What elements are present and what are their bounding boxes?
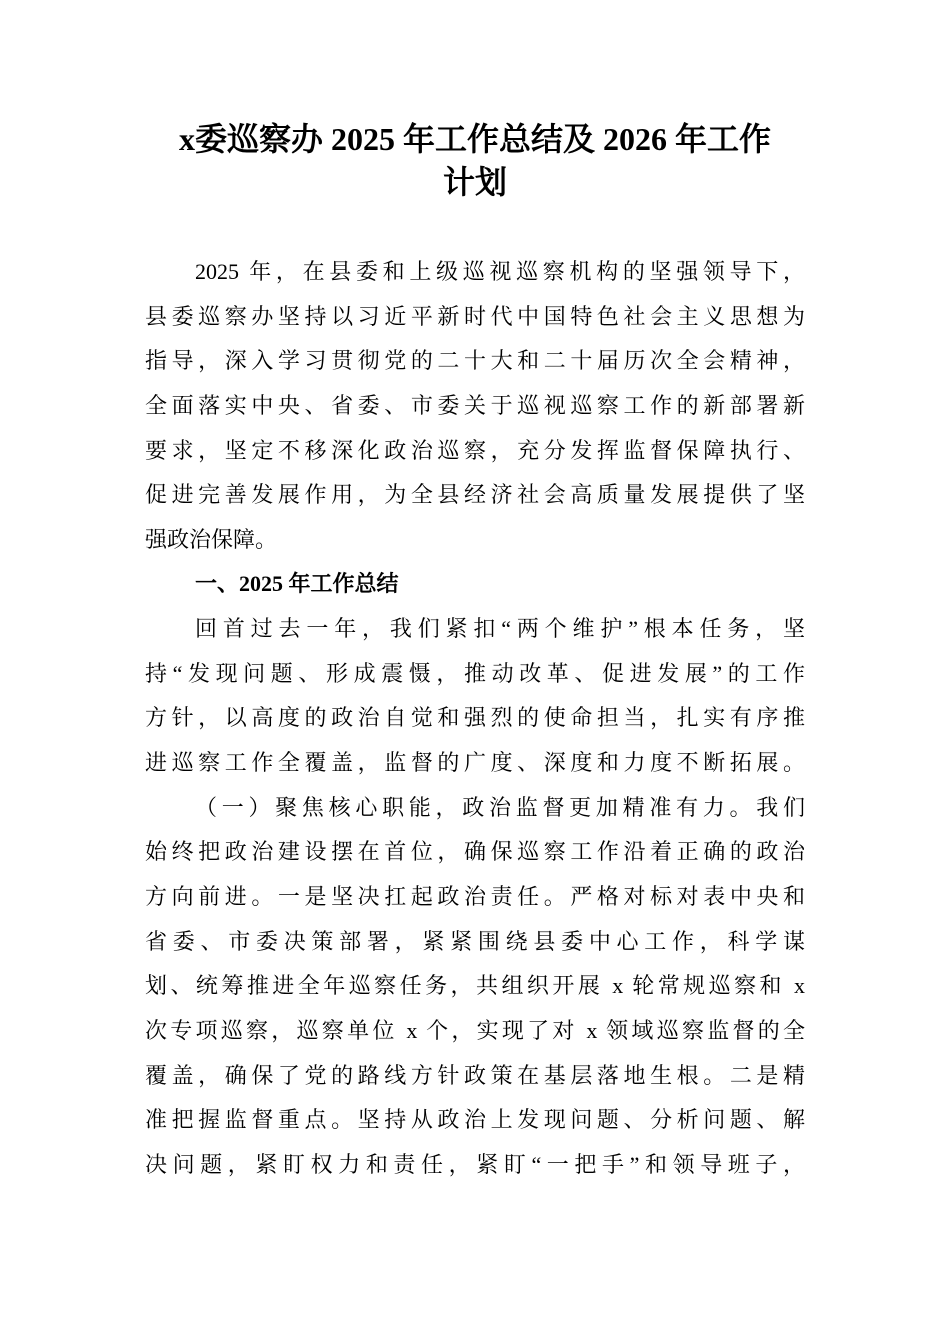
- document-title: [120, 118, 830, 204]
- title-line: x委巡察办 2025 年工作总结及 2026 年工作: [178, 121, 771, 157]
- text-line: 县委巡察办坚持以习近平新时代中国特色社会主义思想为: [145, 303, 805, 329]
- paragraph-review: [145, 607, 805, 786]
- section-heading: 一、2025 年工作总结: [195, 571, 399, 597]
- text-line: 方针，以高度的政治自觉和强烈的使命担当，扎实有序推: [145, 705, 805, 731]
- text-line: 强政治保障。: [145, 526, 278, 552]
- text-line: 2025 年，在县委和上级巡视巡察机构的坚强领导下，: [195, 259, 805, 284]
- text-line: 要求，坚定不移深化政治巡察，充分发挥监督保障执行、: [145, 437, 805, 463]
- title-line: 计划: [442, 164, 507, 200]
- text-line: 决问题，紧盯权力和责任，紧盯“一把手”和领导班子，: [145, 1151, 805, 1177]
- text-line: 进巡察工作全覆盖，监督的广度、深度和力度不断拓展。: [145, 750, 805, 776]
- paragraph-subsection-1: [145, 786, 805, 1188]
- text-line: 持“发现问题、形成震慑，推动改革、促进发展”的工作: [145, 660, 805, 686]
- paragraph-intro: [145, 250, 805, 562]
- document-body: [145, 250, 805, 1187]
- text-line: 划、统筹推进全年巡察任务，共组织开展 x 轮常规巡察和 x: [145, 973, 805, 999]
- text-line: 始终把政治建设摆在首位，确保巡察工作沿着正确的政治: [145, 839, 805, 865]
- text-line: 次专项巡察，巡察单位 x 个，实现了对 x 领域巡察监督的全: [145, 1017, 805, 1043]
- text-line: 方向前进。一是坚决扛起政治责任。严格对标对表中央和: [145, 883, 805, 909]
- text-line: 全面落实中央、省委、市委关于巡视巡察工作的新部署新: [145, 392, 805, 418]
- text-line: 指导，深入学习贯彻党的二十大和二十届历次全会精神，: [145, 348, 805, 374]
- text-line: 回首过去一年，我们紧扣“两个维护”根本任务，坚: [195, 616, 805, 642]
- text-line: 促进完善发展作用，为全县经济社会高质量发展提供了坚: [145, 482, 805, 508]
- text-line: （一）聚焦核心职能，政治监督更加精准有力。我们: [195, 794, 805, 820]
- text-line: 准把握监督重点。坚持从政治上发现问题、分析问题、解: [145, 1107, 805, 1133]
- text-line: 覆盖，确保了党的路线方针政策在基层落地生根。二是精: [145, 1062, 805, 1088]
- text-line: 省委、市委决策部署，紧紧围绕县委中心工作，科学谋: [145, 928, 805, 954]
